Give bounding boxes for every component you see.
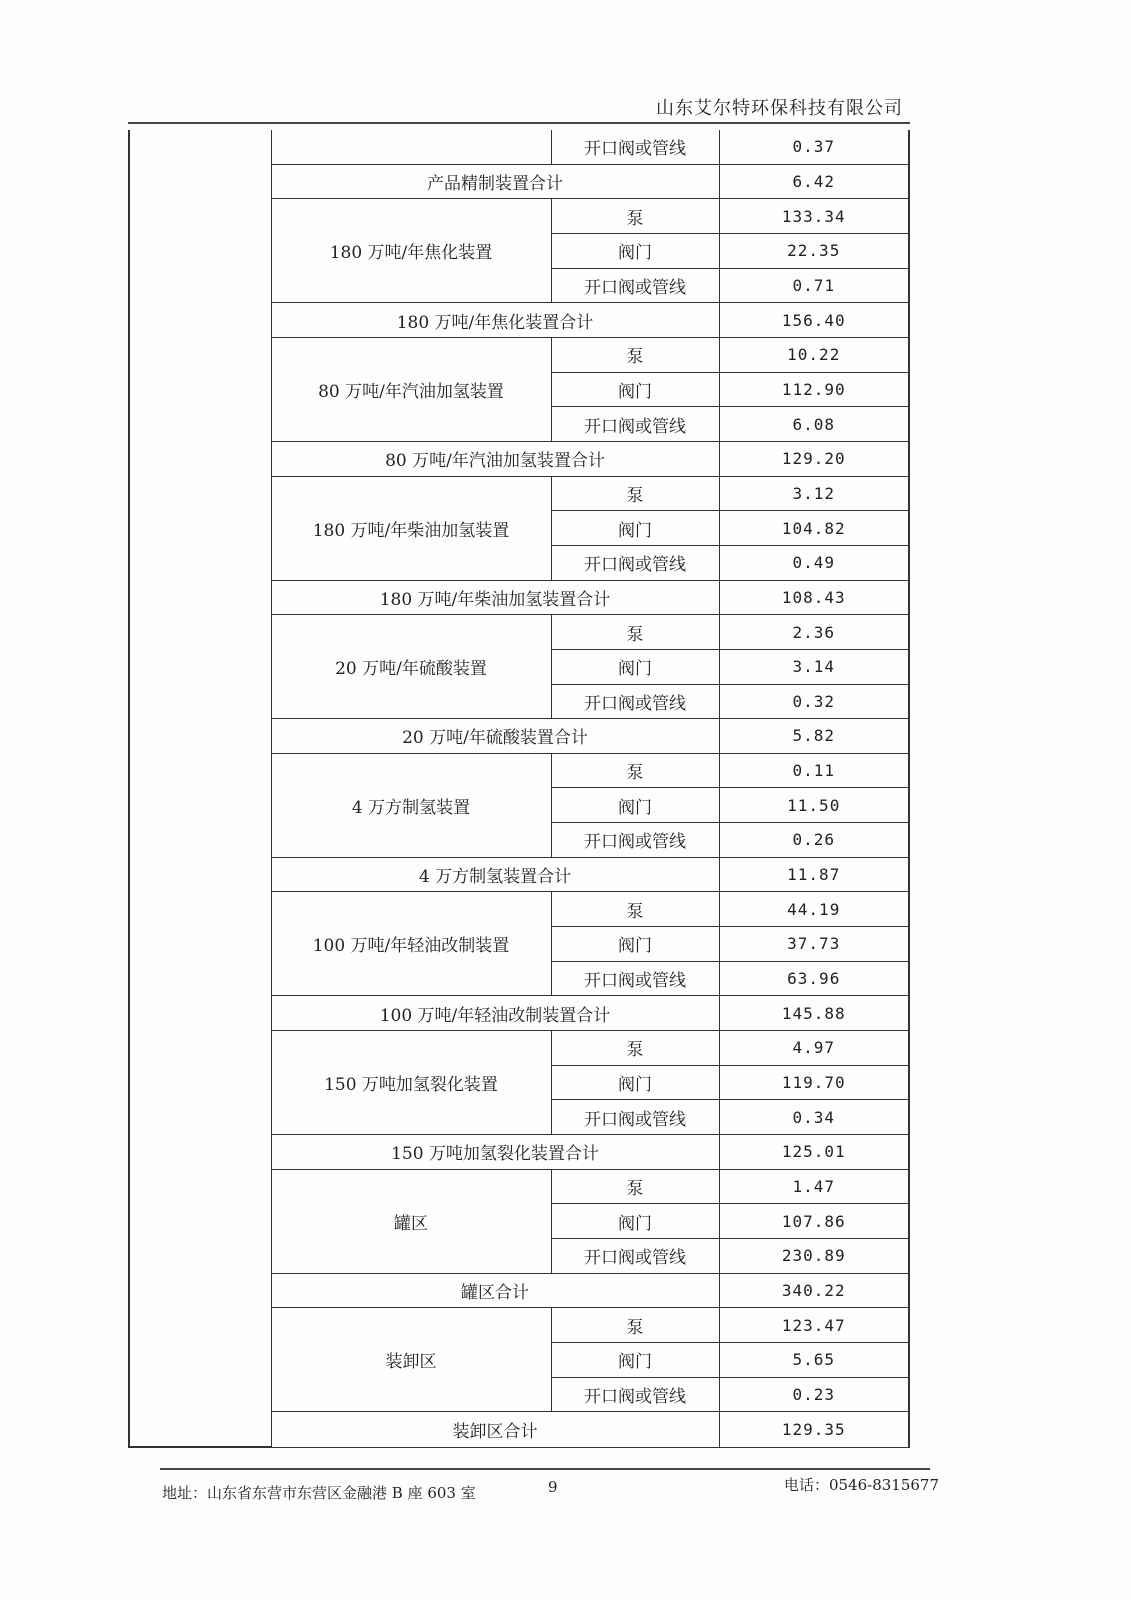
header-company-name: 山东艾尔特环保科技有限公司: [656, 98, 903, 119]
subtotal-value: 145.88: [719, 996, 909, 1031]
value-cell: 0.11: [719, 753, 909, 788]
source-type-cell: 开口阀或管线: [551, 961, 719, 996]
value-cell: 104.82: [719, 511, 909, 546]
value-cell: 2.36: [719, 615, 909, 650]
value-cell: 44.19: [719, 892, 909, 927]
subtotal-value: 6.42: [719, 164, 909, 199]
subtotal-label: 装卸区合计: [271, 1412, 719, 1447]
device-name-cell: 180 万吨/年柴油加氢装置: [271, 476, 551, 580]
source-type-cell: 阀门: [551, 1065, 719, 1100]
device-name-cell: 4 万方制氢装置: [271, 753, 551, 857]
value-cell: 10.22: [719, 337, 909, 372]
source-type-cell: 开口阀或管线: [551, 545, 719, 580]
page-number: 9: [548, 1478, 558, 1496]
subtotal-label: 150 万吨加氢裂化装置合计: [271, 1135, 719, 1170]
subtotal-value: 129.20: [719, 441, 909, 476]
value-cell: 5.65: [719, 1342, 909, 1377]
source-type-cell: 开口阀或管线: [551, 1239, 719, 1274]
footer-address: 地址：山东省东营市东营区金融港 B 座 603 室: [162, 1484, 476, 1502]
source-type-cell: 阀门: [551, 927, 719, 962]
value-cell: 11.50: [719, 788, 909, 823]
value-cell: 1.47: [719, 1169, 909, 1204]
source-type-cell: 阀门: [551, 788, 719, 823]
value-cell: 4.97: [719, 1031, 909, 1066]
subtotal-value: 108.43: [719, 580, 909, 615]
subtotal-value: 156.40: [719, 303, 909, 338]
footer-rule: [160, 1468, 930, 1470]
device-name-cell: 80 万吨/年汽油加氢装置: [271, 337, 551, 441]
source-type-cell: 开口阀或管线: [551, 823, 719, 858]
source-type-cell: 阀门: [551, 1342, 719, 1377]
value-cell: 0.32: [719, 684, 909, 719]
value-cell: 0.26: [719, 823, 909, 858]
value-cell: 0.23: [719, 1377, 909, 1412]
subtotal-value: 5.82: [719, 719, 909, 754]
value-cell: 37.73: [719, 927, 909, 962]
device-name-cell: 20 万吨/年硫酸装置: [271, 615, 551, 719]
value-cell: 3.14: [719, 649, 909, 684]
footer-phone: 电话：0546-8315677: [783, 1476, 939, 1494]
subtotal-label: 产品精制装置合计: [271, 164, 719, 199]
source-type-cell: 开口阀或管线: [551, 130, 719, 164]
source-type-cell: 泵: [551, 476, 719, 511]
subtotal-label: 180 万吨/年柴油加氢装置合计: [271, 580, 719, 615]
device-name-cell: 180 万吨/年焦化装置: [271, 199, 551, 303]
value-cell: 123.47: [719, 1308, 909, 1343]
subtotal-value: 11.87: [719, 857, 909, 892]
value-cell: 63.96: [719, 961, 909, 996]
source-type-cell: 阀门: [551, 649, 719, 684]
value-cell: 22.35: [719, 233, 909, 268]
header-rule: [128, 122, 910, 124]
source-type-cell: 开口阀或管线: [551, 1377, 719, 1412]
source-type-cell: 阀门: [551, 233, 719, 268]
device-name-cell: [271, 130, 551, 164]
value-cell: 0.71: [719, 268, 909, 303]
source-type-cell: 泵: [551, 337, 719, 372]
source-type-cell: 开口阀或管线: [551, 684, 719, 719]
value-cell: 230.89: [719, 1239, 909, 1274]
value-cell: 3.12: [719, 476, 909, 511]
value-cell: 133.34: [719, 199, 909, 234]
subtotal-label: 180 万吨/年焦化装置合计: [271, 303, 719, 338]
value-cell: 0.34: [719, 1100, 909, 1135]
source-type-cell: 泵: [551, 1031, 719, 1066]
device-name-cell: 装卸区: [271, 1308, 551, 1412]
source-type-cell: 泵: [551, 753, 719, 788]
subtotal-label: 80 万吨/年汽油加氢装置合计: [271, 441, 719, 476]
device-name-cell: 100 万吨/年轻油改制装置: [271, 892, 551, 996]
subtotal-label: 4 万方制氢装置合计: [271, 857, 719, 892]
device-name-cell: 150 万吨加氢裂化装置: [271, 1031, 551, 1135]
source-type-cell: 泵: [551, 1169, 719, 1204]
source-type-cell: 泵: [551, 615, 719, 650]
source-type-cell: 泵: [551, 892, 719, 927]
subtotal-label: 20 万吨/年硫酸装置合计: [271, 719, 719, 754]
outer-category-cell: [129, 130, 271, 1447]
source-type-cell: 泵: [551, 199, 719, 234]
subtotal-value: 340.22: [719, 1273, 909, 1308]
value-cell: 112.90: [719, 372, 909, 407]
source-type-cell: 阀门: [551, 1204, 719, 1239]
source-type-cell: 阀门: [551, 372, 719, 407]
value-cell: 0.37: [719, 130, 909, 164]
source-type-cell: 开口阀或管线: [551, 268, 719, 303]
table-row: [129, 130, 909, 164]
subtotal-value: 125.01: [719, 1135, 909, 1170]
source-type-cell: 开口阀或管线: [551, 407, 719, 442]
value-cell: 6.08: [719, 407, 909, 442]
source-type-cell: 开口阀或管线: [551, 1100, 719, 1135]
subtotal-label: 罐区合计: [271, 1273, 719, 1308]
device-name-cell: 罐区: [271, 1169, 551, 1273]
subtotal-value: 129.35: [719, 1412, 909, 1447]
subtotal-label: 100 万吨/年轻油改制装置合计: [271, 996, 719, 1031]
value-cell: 107.86: [719, 1204, 909, 1239]
value-cell: 0.49: [719, 545, 909, 580]
emission-table: [128, 130, 908, 1448]
value-cell: 119.70: [719, 1065, 909, 1100]
source-type-cell: 泵: [551, 1308, 719, 1343]
source-type-cell: 阀门: [551, 511, 719, 546]
